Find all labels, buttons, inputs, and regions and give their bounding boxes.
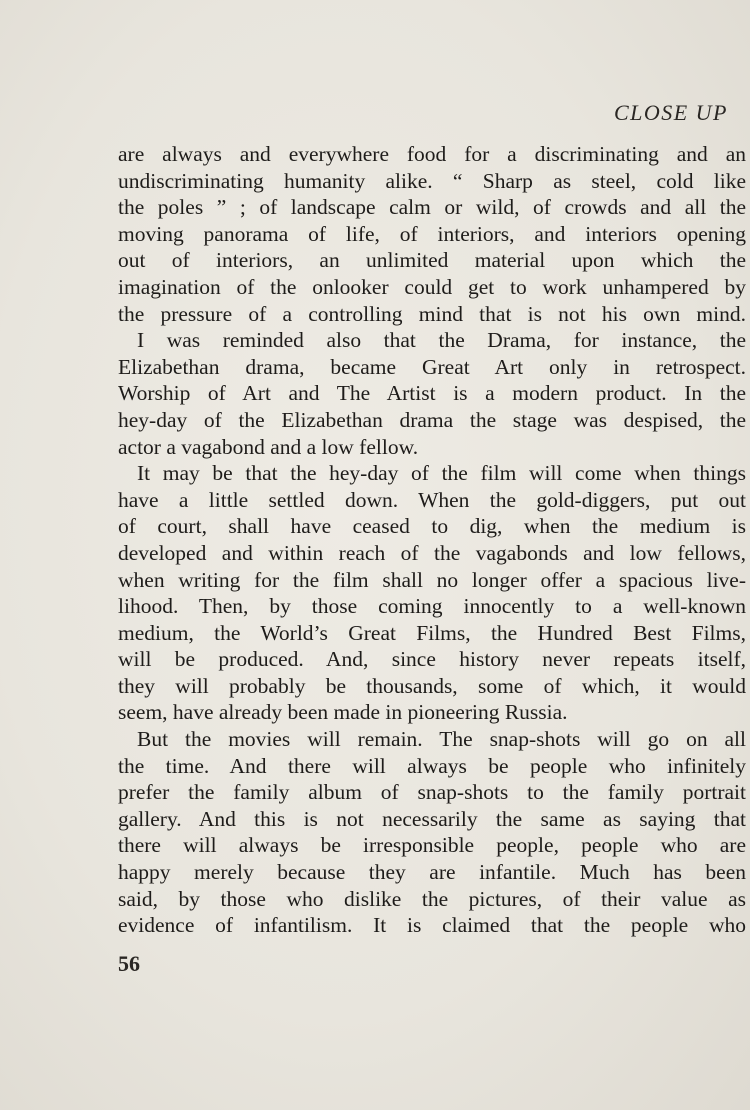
text-line: lihood. Then, by those coming innocently to a well-known (118, 594, 746, 619)
text-line: have a little settled down. When the gold-diggers, put out (118, 487, 746, 512)
text-line: hey-day of the Elizabethan drama the stage was despised, the (118, 407, 746, 432)
running-head: CLOSE UP (613, 100, 728, 125)
text-line: evidence of infantilism. It is claimed that the people who (118, 913, 746, 938)
text-line: Worship of Art and The Artist is a modern product. In the (118, 381, 746, 406)
text-line: when writing for the film shall no longer offer a spacious live- (118, 567, 746, 592)
text-line: prefer the family album of snap-shots to the family portrait (118, 780, 746, 805)
text-line: medium, the World’s Great Films, the Hundred Best Films, (118, 620, 746, 645)
text-line: undiscriminating humanity alike. “ Sharp as steel, cold like (118, 168, 746, 193)
text-line: moving panorama of life, of interiors, and interiors opening (118, 221, 746, 246)
text-line: It may be that the hey-day of the film will come when things (137, 461, 746, 486)
page-number: 56 (118, 951, 140, 976)
text-line: the pressure of a controlling mind that is not his own mind. (118, 301, 746, 326)
text-line: said, by those who dislike the pictures, of their value as (118, 886, 746, 911)
text-line: the poles ” ; of landscape calm or wild, of crowds and all the (118, 195, 746, 220)
text-line: But the movies will remain. The snap-shots will go on all (137, 727, 746, 752)
text-line: the time. And there will always be people who infinitely (118, 753, 746, 778)
text-line: developed and within reach of the vagabonds and low fellows, (118, 540, 746, 565)
text-line: I was reminded also that the Drama, for instance, the (137, 328, 746, 353)
text-line: gallery. And this is not necessarily the same as saying that (118, 806, 746, 831)
text-line: are always and everywhere food for a discriminating and an (118, 142, 746, 166)
text-line: actor a vagabond and a low fellow. (118, 434, 419, 459)
text-line: Elizabethan drama, became Great Art only in retrospect. (118, 354, 746, 379)
text-line: they will probably be thousands, some of which, it would (118, 673, 746, 698)
text-line: seem, have already been made in pioneering Russia. (118, 700, 568, 725)
text-line: there will always be irresponsible people, people who are (118, 833, 746, 858)
text-line: happy merely because they are infantile. Much has been (118, 860, 746, 885)
text-line: will be produced. And, since history never repeats itself, (118, 647, 746, 672)
text-line: imagination of the onlooker could get to work unhampered by (118, 274, 746, 299)
body-text (118, 141, 746, 939)
text-line: of court, shall have ceased to dig, when the medium is (118, 514, 746, 539)
text-line: out of interiors, an unlimited material upon which the (118, 248, 746, 273)
